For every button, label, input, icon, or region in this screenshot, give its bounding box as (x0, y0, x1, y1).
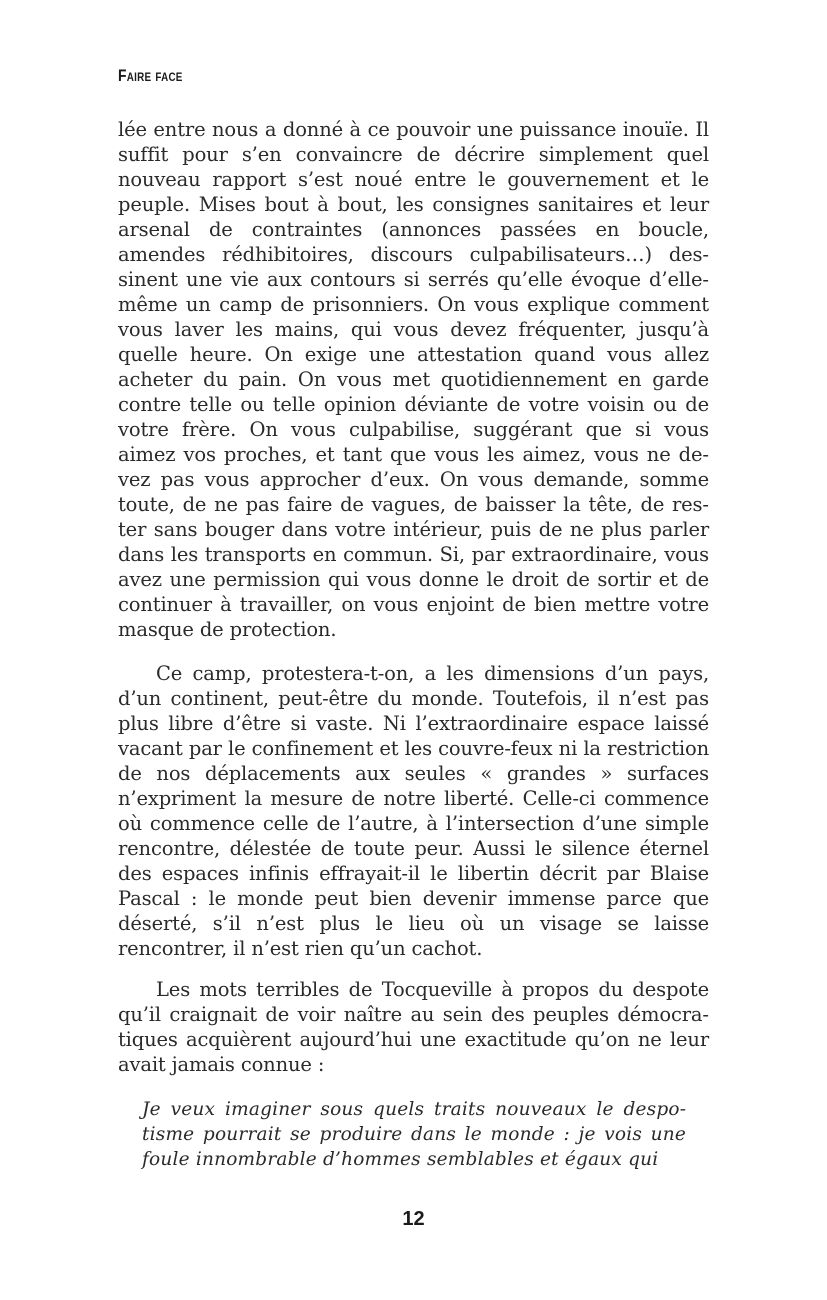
body-paragraph-3: Les mots terribles de Tocqueville à propos du despote qu’il craignait de voir naître au sein des peuples démocratiques acquièrent aujourd’hui une exactitude qu’on ne leur avait jamais connue : (118, 978, 709, 1076)
body-paragraph-2: Ce camp, protestera-t-on, a les dimensions d’un pays, d’un continent, peut-être du monde. Toutefois, il n’est pas plus libre d’être si vaste. Ni l’extraordinaire espace laissé vacant par le confinement et les couvre-feux ni la restriction de nos déplacements aux seules « grandes » surfaces n’expriment la mesure de notre liberté. Celle-ci commence où commence celle de l’autre, à l’intersection d’une simple rencontre, délestée de toute peur. Aussi le silence éternel des espaces infinis effrayait-il le libertin décrit par Blaise Pascal : le monde peut bien devenir immense parce que déserté, s’il n’est plus le lieu où un visage se laisse rencontrer, il n’est rien qu’un cachot. (118, 662, 709, 960)
block-quote: Je veux imaginer sous quels traits nouveaux le despotisme pourrait se produire dans le monde : je vois une foule innombrable d’hommes semblables et égaux qui (142, 1099, 686, 1170)
paragraph-block-3 (118, 977, 709, 1077)
page-number: 12 (402, 1208, 425, 1230)
paragraph-block-2 (118, 661, 709, 961)
running-title: Faire face (118, 66, 183, 85)
body-paragraph-1: lée entre nous a donné à ce pouvoir une puissance inouïe. Il suffit pour s’en convaincre de décrire simplement quel nouveau rapport s’est noué entre le gouvernement et le peuple. Mises bout à bout, les consignes sanitaires et leur arsenal de contraintes (annonces passées en boucle, amendes rédhibitoires, discours culpabilisateurs…) dessinent une vie aux contours si serrés qu’elle évoque d’ellemême un camp de prisonniers. On vous explique comment vous laver les mains, qui vous devez fréquenter, jusqu’à quelle heure. On exige une attestation quand vous allez acheter du pain. On vous met quotidiennement en garde contre telle ou telle opinion déviante de votre voisin ou de votre frère. On vous culpabilise, suggérant que si vous aimez vos proches, et tant que vous les aimez, vous ne devez pas vous approcher d’eux. On vous demande, somme toute, de ne pas faire de vagues, de baisser la tête, de rester sans bouger dans votre intérieur, puis de ne plus parler dans les transports en commun. Si, par extraordinaire, vous avez une permission qui vous donne le droit de sortir et de continuer à travailler, on vous enjoint de bien mettre votre masque de protection. (118, 118, 709, 641)
paragraph-block-1 (118, 117, 709, 642)
running-header (118, 66, 183, 86)
